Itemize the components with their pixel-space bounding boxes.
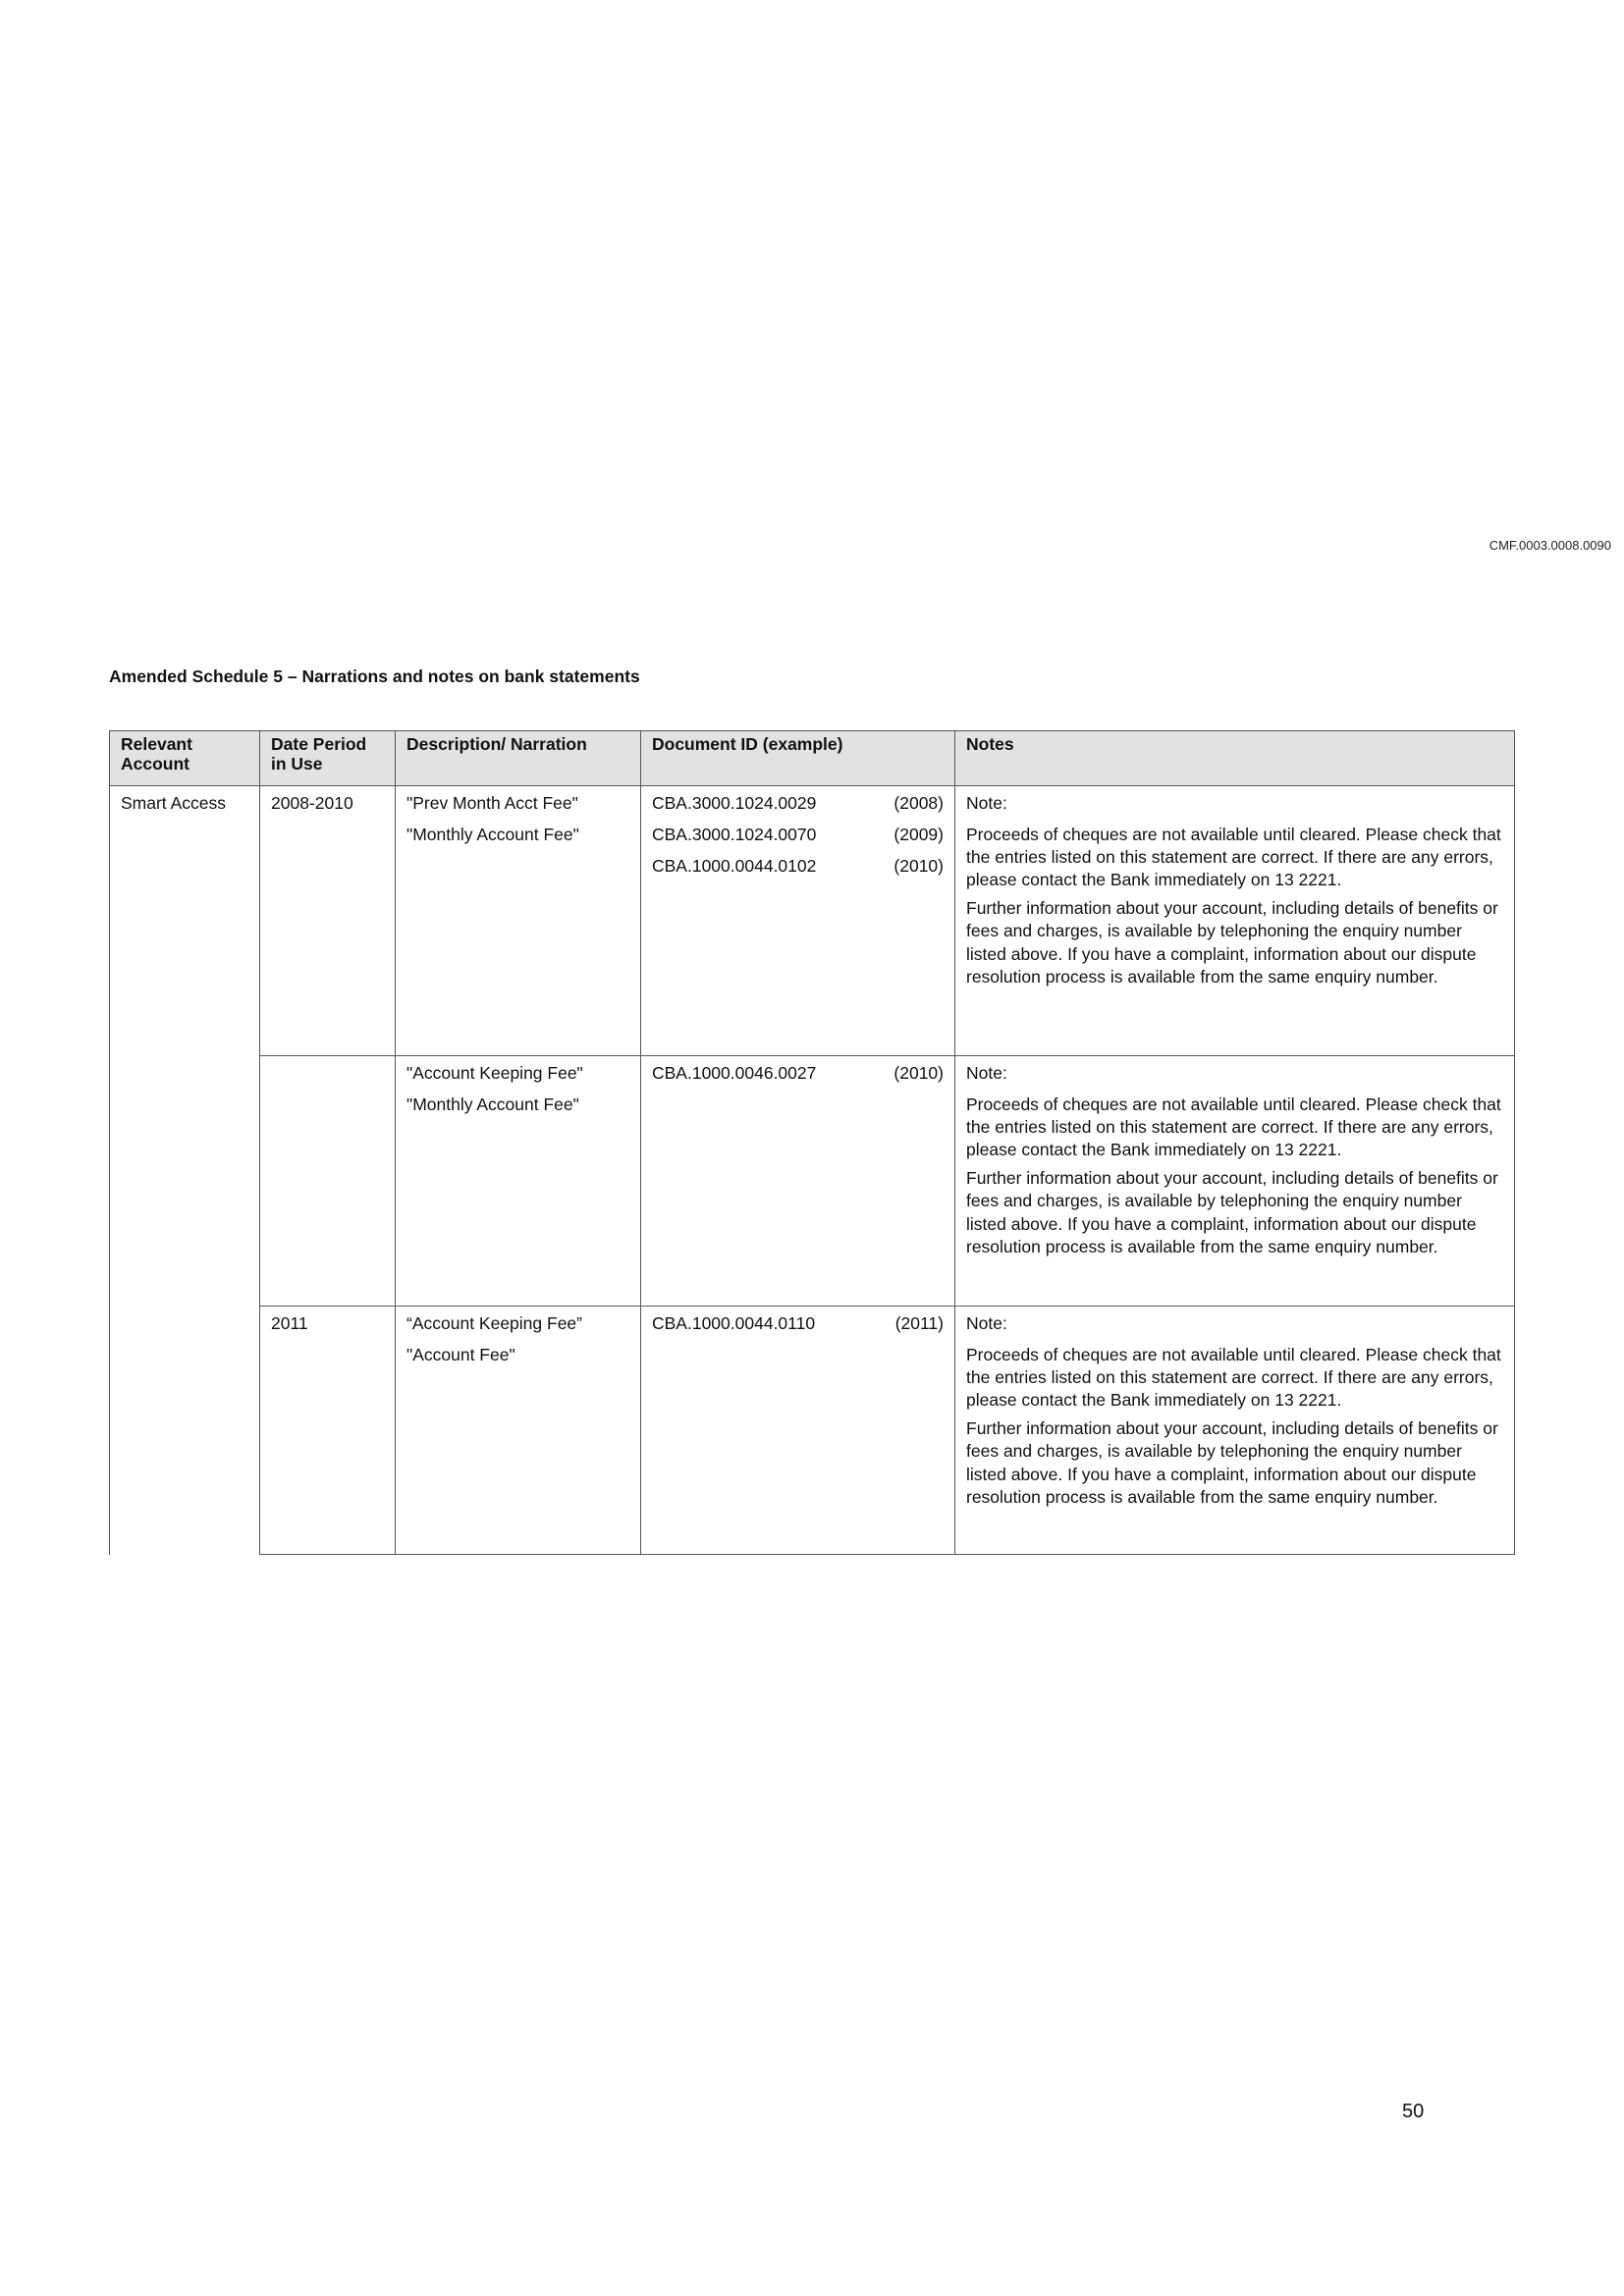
date-period-cell [260,1307,396,1555]
document-id: CBA.3000.1024.0029 [652,793,817,813]
note-paragraph: Proceeds of cheques are not available until cleared. Please check that the entries listed on this statement are correct. If there are any errors, please contact the Bank immediately on 13 2221. [966,825,1501,890]
document-id-cell [641,786,955,1056]
document-id-cell [641,1056,955,1307]
document-year: (2009) [893,825,944,845]
document-entry [652,792,944,815]
notes-cell [955,786,1515,1056]
notes-cell [955,1056,1515,1307]
header-description-narration: Description/ Narration [396,731,641,786]
table-row [110,786,1515,1056]
page-number: 50 [1402,2101,1425,2122]
document-id-cell [641,1307,955,1555]
document-entry [652,855,944,878]
schedule-title: Amended Schedule 5 – Narrations and notes on bank statements [109,667,640,686]
note-paragraph: Further information about your account, including details of benefits or fees and charges, is available by telephoning the enquiry number listed above. If you have a complaint, information about our dispute resolution process is available from the same enquiry number. [966,1168,1498,1256]
document-entry [652,1312,944,1335]
header-date-period: Date Period in Use [260,731,396,786]
document-year: (2010) [893,856,944,877]
narration-cell [396,1307,641,1555]
date-period-cell [260,786,396,1056]
document-entry [652,1062,944,1085]
note-paragraph: Proceeds of cheques are not available until cleared. Please check that the entries listed on this statement are correct. If there are any errors, please contact the Bank immediately on 13 2221. [966,1095,1501,1160]
date-period-value: 2008-2010 [271,793,353,813]
narration-item: “Account Keeping Fee” [406,1313,582,1333]
note-paragraph: Further information about your account, including details of benefits or fees and charges, is available by telephoning the enquiry number listed above. If you have a complaint, information about our dispute resolution process is available from the same enquiry number. [966,898,1498,987]
date-period-cell [260,1056,396,1307]
narration-item: "Monthly Account Fee" [406,825,579,845]
narration-item: "Monthly Account Fee" [406,1095,579,1115]
narration-cell [396,786,641,1056]
date-period-value: 2011 [271,1313,308,1333]
document-entry [652,824,944,846]
narrations-table [109,730,1515,1555]
narration-item: "Prev Month Acct Fee" [406,793,578,813]
table-row [110,1056,1515,1307]
table-header-row [110,731,1515,786]
document-id: CBA.1000.0046.0027 [652,1063,817,1083]
document-id: CBA.3000.1024.0070 [652,825,817,845]
narration-item: "Account Fee" [406,1345,515,1365]
document-reference-id: CMF.0003.0008.0090 [1489,538,1611,553]
document-year: (2011) [894,1313,944,1333]
header-notes: Notes [955,731,1515,786]
document-id: CBA.1000.0044.0110 [652,1313,816,1333]
narration-item: "Account Keeping Fee" [406,1063,583,1083]
header-relevant-account: Relevant Account [110,731,260,786]
document-id: CBA.1000.0044.0102 [652,856,817,877]
document-year: (2010) [893,1063,944,1083]
document-year: (2008) [893,793,944,813]
note-heading: Note: [966,1063,1007,1083]
relevant-account-value: Smart Access [121,793,226,813]
note-heading: Note: [966,793,1007,813]
note-paragraph: Proceeds of cheques are not available until cleared. Please check that the entries listed on this statement are correct. If there are any errors, please contact the Bank immediately on 13 2221. [966,1345,1501,1411]
note-heading: Note: [966,1313,1007,1333]
header-document-id: Document ID (example) [641,731,955,786]
notes-cell [955,1307,1515,1555]
note-paragraph: Further information about your account, including details of benefits or fees and charges, is available by telephoning the enquiry number listed above. If you have a complaint, information about our dispute resolution process is available from the same enquiry number. [966,1418,1498,1507]
relevant-account-cell [110,786,260,1555]
table-row [110,1307,1515,1555]
narration-cell [396,1056,641,1307]
